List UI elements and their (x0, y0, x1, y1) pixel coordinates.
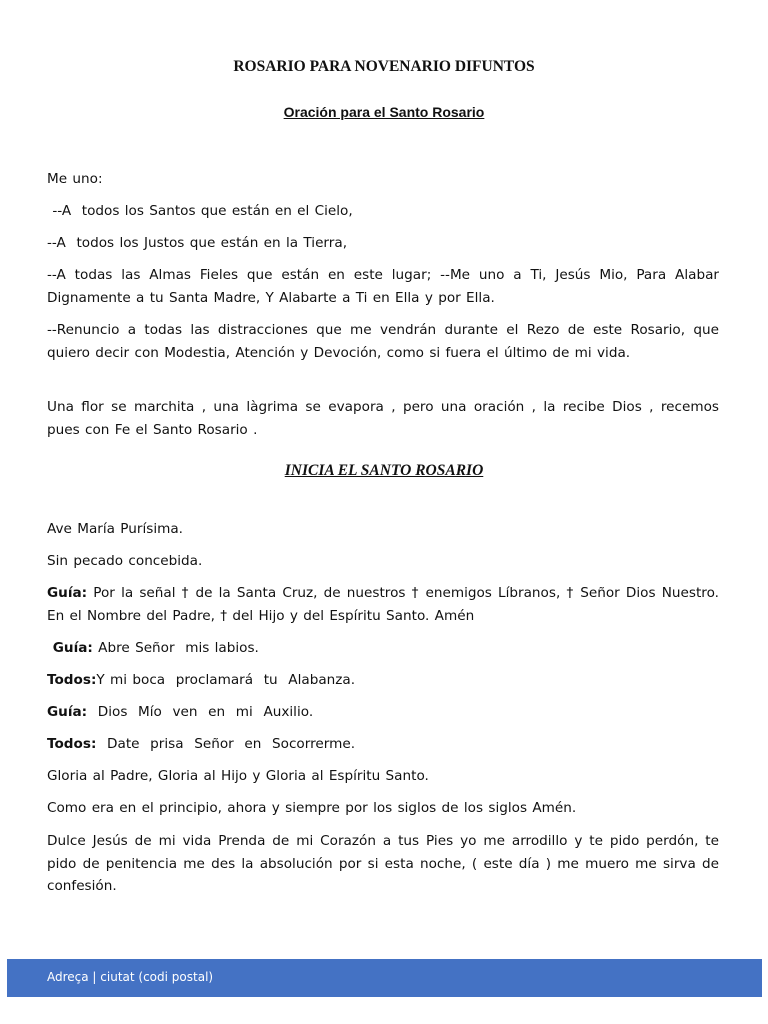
footer-bar (7, 959, 762, 997)
intro-paragraph-renuncio: --Renuncio a todas las distracciones que me vendrán durante el Rezo de este Rosario, que quiero decir con Modestia, Atención y Devoción, como si fuera el último de mi vida. (47, 322, 719, 361)
dulce-jesus-paragraph: Dulce Jesús de mi vida Prenda de mi Corazón a tus Pies yo me arrodillo y te pido perdón, te pido de penitencia me des la absolución por si esta noche, ( este día ) me muero me sirva de confesión. (47, 833, 719, 894)
todos-line-alabanza (47, 669, 719, 692)
section-title: INICIA EL SANTO ROSARIO (284, 462, 484, 479)
guia-text: Por la señal † de la Santa Cruz, de nuestros † enemigos Líbranos, † Señor Dios Nuestro. En el Nombre del Padre, † del Hijo y del Espíritu Santo. Amén (47, 585, 719, 624)
todos-text: Date prisa Señor en Socorrerme. (96, 736, 356, 752)
document-subtitle: Oración para el Santo Rosario (283, 104, 485, 120)
todos-text: Y mi boca proclamará tu Alabanza. (96, 672, 356, 688)
guia-label: Guía: (47, 585, 88, 601)
intro-paragraph-flor: Una flor se marchita , una làgrima se evapora , pero una oración , la recibe Dios , recemos pues con Fe el Santo Rosario . (47, 399, 719, 438)
me-uno-heading: Me uno: (47, 171, 103, 187)
guia-line-auxilio (47, 701, 719, 724)
guia-label: Guía: (47, 704, 88, 720)
footer-address: Adreça | ciutat (codi postal) (47, 970, 214, 984)
guia-text: Abre Señor mis labios. (92, 640, 259, 656)
todos-line-socorrerme (47, 733, 719, 756)
guia-paragraph-senal (47, 582, 719, 627)
intro-line-santos: --A todos los Santos que están en el Cielo, (47, 203, 353, 219)
sin-pecado-line: Sin pecado concebida. (47, 553, 203, 569)
intro-paragraph-almas: --A todas las Almas Fieles que están en este lugar; --Me uno a Ti, Jesús Mio, Para Alabar Dignamente a tu Santa Madre, Y Alabarte a Ti en Ella y por Ella. (47, 267, 719, 306)
ave-maria-line: Ave María Purísima. (47, 521, 183, 537)
guia-label: Guía: (47, 640, 93, 656)
gloria-line: Gloria al Padre, Gloria al Hijo y Gloria al Espíritu Santo. (47, 768, 429, 784)
como-era-line: Como era en el principio, ahora y siempre por los siglos de los siglos Amén. (47, 800, 577, 816)
todos-label: Todos: (47, 736, 97, 752)
guia-line-labios (47, 637, 719, 660)
document-title: ROSARIO PARA NOVENARIO DIFUNTOS (233, 58, 535, 75)
guia-text: Dios Mío ven en mi Auxilio. (87, 704, 314, 720)
todos-label: Todos: (47, 672, 97, 688)
intro-line-justos: --A todos los Justos que están en la Tierra, (47, 235, 348, 251)
